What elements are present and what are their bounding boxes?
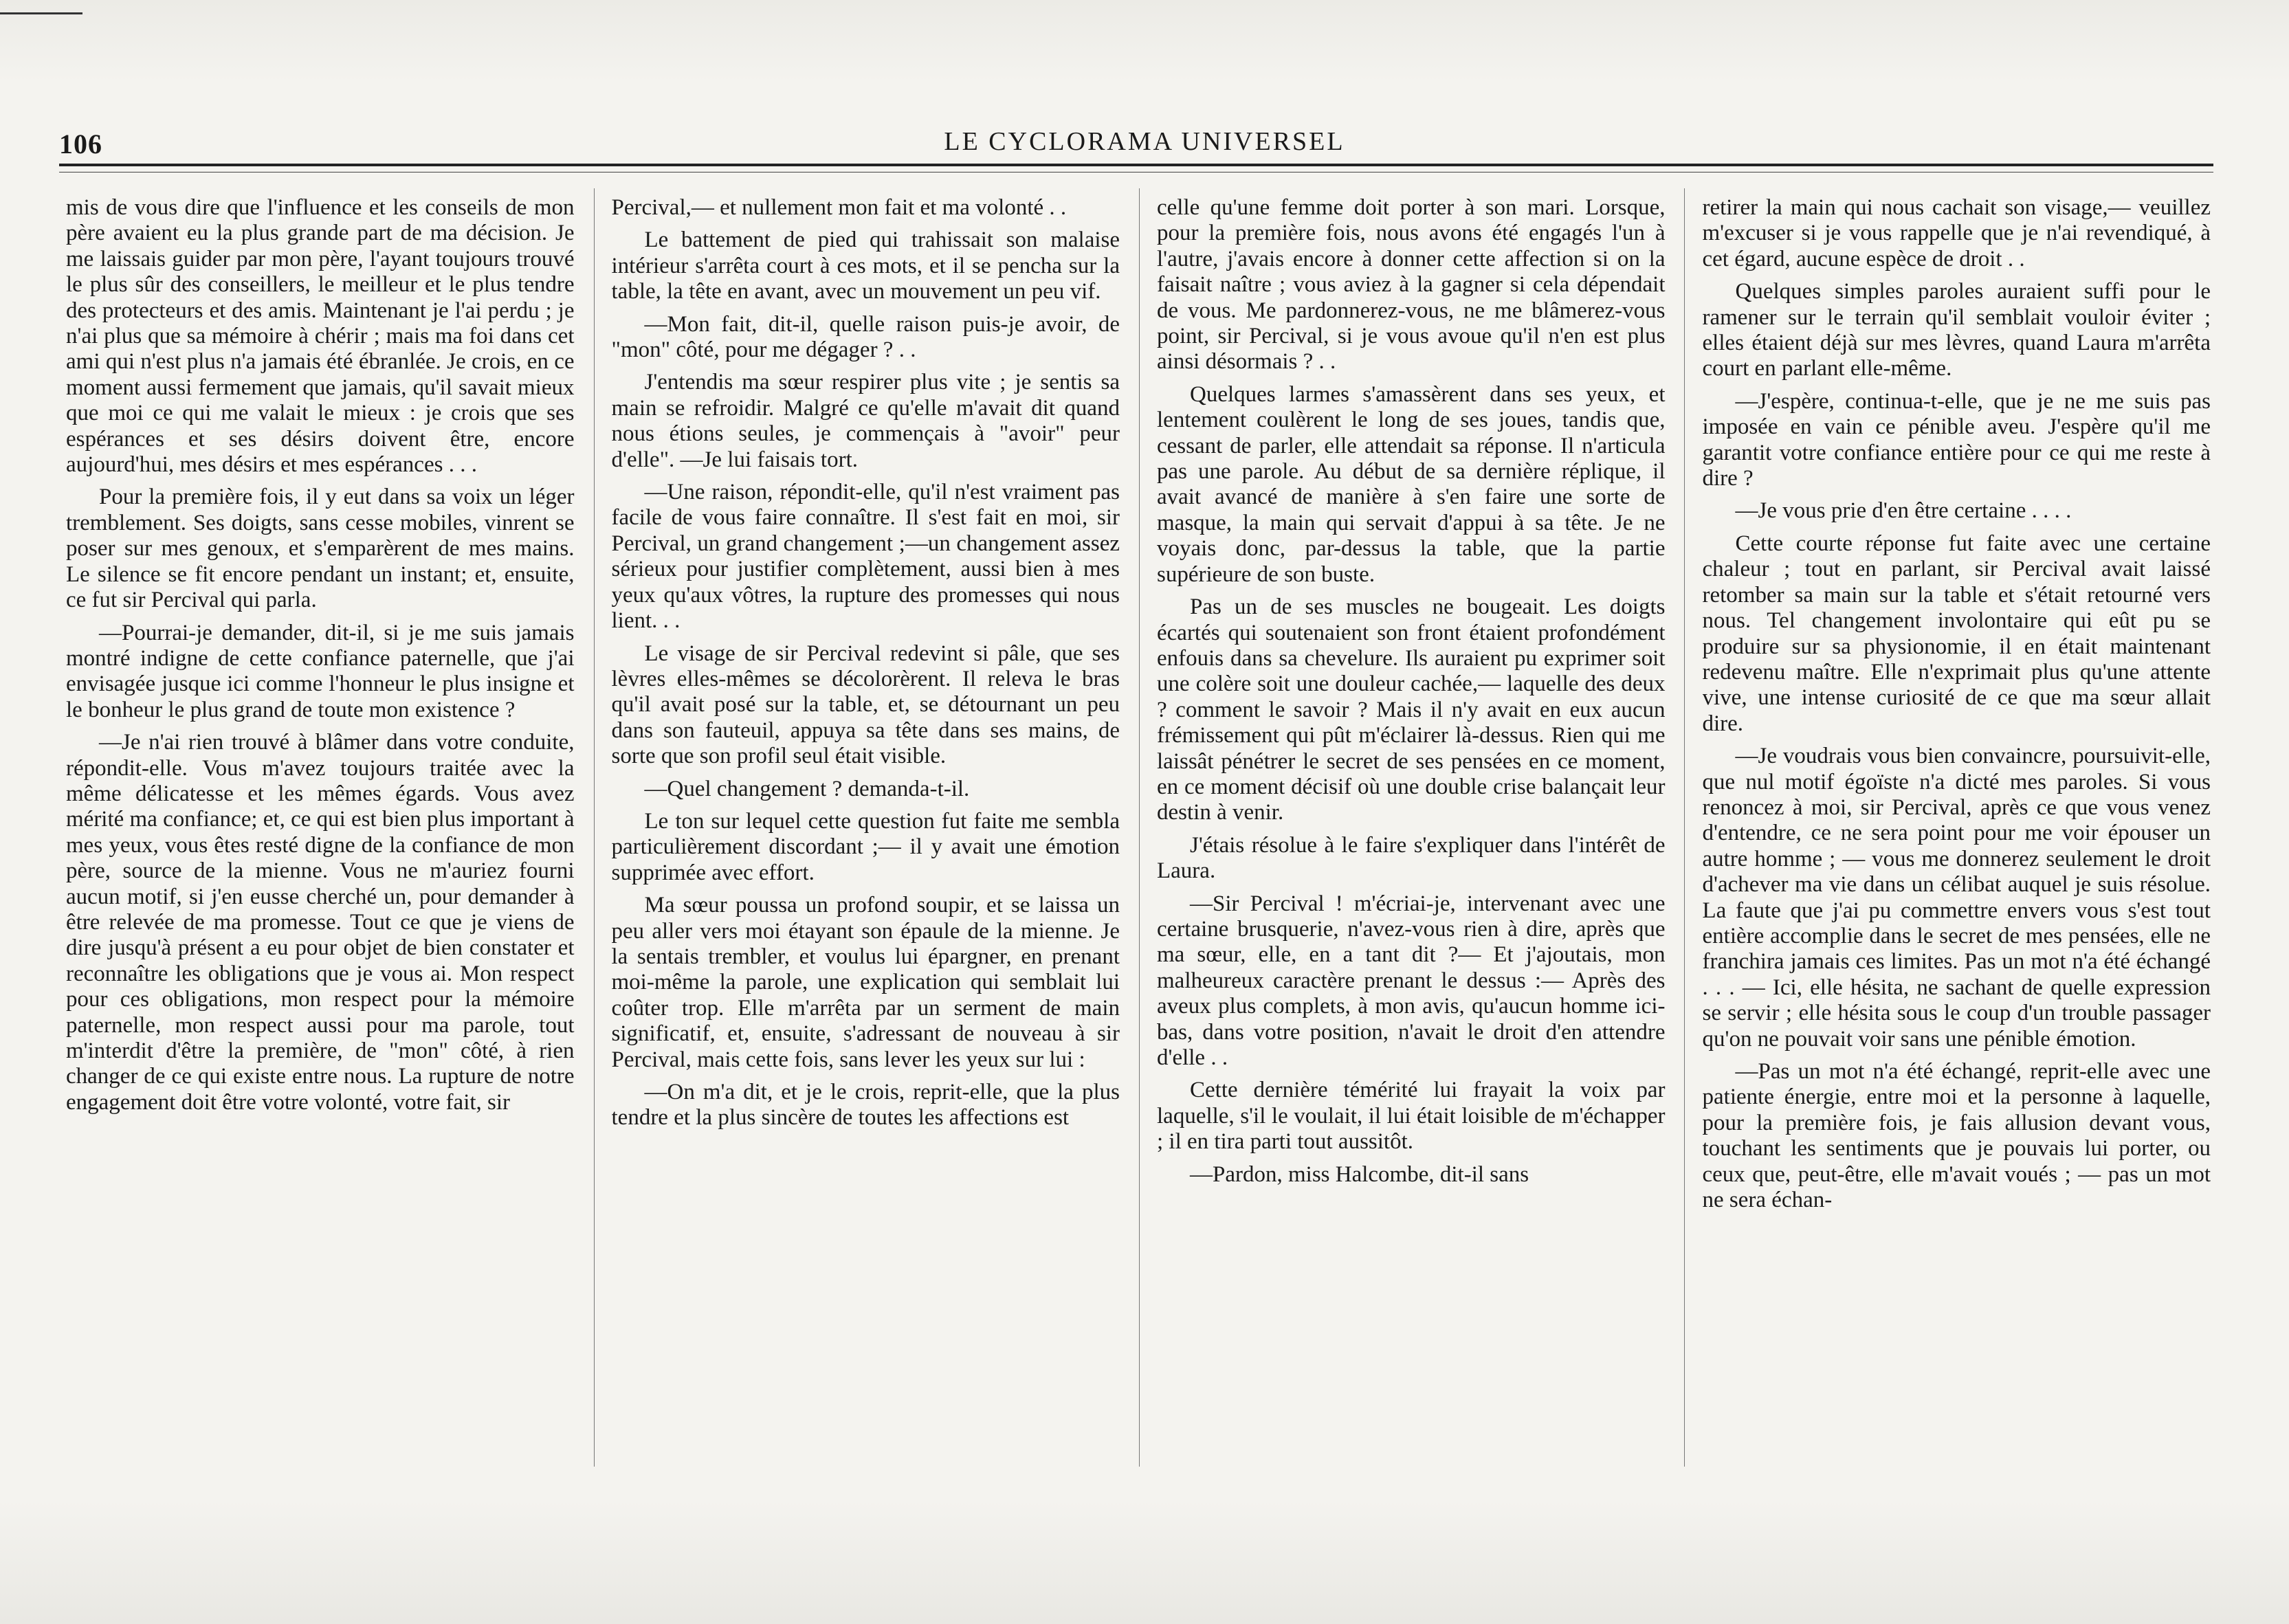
top-margin-tone xyxy=(0,0,2289,82)
corner-mark xyxy=(0,12,82,14)
paragraph: —Pardon, miss Halcombe, dit-il sans xyxy=(1190,1161,1529,1187)
paragraph: —Quel changement ? demanda-t-il. xyxy=(644,776,970,801)
column-3 xyxy=(1157,195,1666,1467)
paragraph: —Une raison, répondit-elle, qu'il n'est vraiment pas facile de vous faire connaître. Il s'est fait en moi, sir Percival, un grand changement ;—un changement assez sérieux pour justifier complètement, aussi bien à mes yeux qu'aux vôtres, la rupture des promesses qui nous lient. . . xyxy=(611,480,1120,634)
paragraph: Pour la première fois, il y eut dans sa voix un léger tremblement. Ses doigts, sans cesse mobiles, vinrent se poser sur mes genoux, et s'emparèrent de mes mains. Le silence se fit encore pendant un instant; et, ensuite, ce fut sir Percival qui parla. xyxy=(66,485,575,613)
paragraph: celle qu'une femme doit porter à son mari. Lorsque, pour la première fois, nous avons été engagés l'un à l'autre, j'avais encore à donner cette affection si on la faisait naître ; vous aviez à la gagner si cela dépendait de vous. Me pardonnerez-vous, ne me blâmerez-vous point, sir Percival, si je vous avoue qu'il n'en est plus ainsi désormais ? . . xyxy=(1157,195,1666,375)
header-rule-thin xyxy=(59,172,2213,173)
paragraph: Quelques simples paroles auraient suffi pour le ramener sur le terrain qu'il semblait vouloir éviter ; elles étaient déjà sur mes lèvres, quand Laura m'arrêta court en parlant elle-même. xyxy=(1702,279,2211,381)
paragraph: Le visage de sir Percival redevint si pâle, que ses lèvres elles-mêmes se décolorèrent. Il releva le bras qu'il avait posé sur la table, et, se détournant un peu dans son fauteuil, appuya sa tête dans ses mains, de sorte que son profil seul était visible. xyxy=(611,641,1120,769)
paragraph: mis de vous dire que l'influence et les conseils de mon père avaient eu la plus grande part de ma décision. Je me laissais guider par mon père, l'ayant toujours trouvé le plus sûr des conseillers, le meilleur et le plus tendre des protecteurs et des amis. Maintenant je l'ai perdu ; je n'ai plus que sa mémoire à chérir ; mais ma foi dans cet ami qui n'est plus n'a jamais été ébranlée. Je crois, en ce moment aussi fermement que jamais, qu'il savait mieux que moi ce qui me valait le mieux : je crois que ses espérances et ses désirs doivent être, encore aujourd'hui, mes désirs et mes espérances . . . xyxy=(66,195,575,478)
column-4 xyxy=(1703,195,2211,1467)
paragraph: Le ton sur lequel cette question fut faite me sembla particulièrement discordant ;— il y avait une émotion supprimée avec effort. xyxy=(611,808,1120,885)
paragraph: Le battement de pied qui trahissait son malaise intérieur s'arrêta court à ces mots, et il se pencha sur la table, la tête en avant, avec un mouvement un peu vif. xyxy=(611,227,1120,304)
paragraph: Cette courte réponse fut faite avec une certaine chaleur ; tout en parlant, sir Percival avait laissé retomber sa main sur la table et s'était retourné vers nous. Tel changement involontaire qui eût pu se produire sur sa physionomie, il en était maintenant redevenu maître. Elle n'exprimait plus qu'une attente vive, une intense curiosité de ce que ma sœur allait dire. xyxy=(1702,531,2211,736)
paragraph: Quelques larmes s'amassèrent dans ses yeux, et lentement coulèrent le long de ses joues, tandis que, cessant de parler, elle attendait sa réponse. Il n'articula pas une parole. Au début de sa dernière réplique, il avait avancé de manière à s'en faire une sorte de masque, la main qui servait d'appui à sa tête. Je ne voyais donc, par-dessus la table, que la partie supérieure de son buste. xyxy=(1157,381,1666,587)
paragraph: Pas un de ses muscles ne bougeait. Les doigts écartés qui soutenaient son front étaient profondément enfouis dans sa chevelure. Ils auraient pu exprimer soit une colère soit une douleur cachée,— laquelle des deux ? comment le savoir ? Mais il n'y avait en eux aucun frémissement qui pût m'éclairer là-dessus. Rien qui me laissât pénétrer le secret de ses pensées en ce moment, en ce moment décisif où une double crise balançait leur destin à venir. xyxy=(1157,594,1666,825)
paragraph: —On m'a dit, et je le crois, reprit-elle, que la plus tendre et la plus sincère de toutes les affections est xyxy=(611,1080,1120,1131)
paragraph: —Je vous prie d'en être certaine . . . . xyxy=(1735,498,2072,524)
paragraph: retirer la main qui nous cachait son visage,— veuillez m'excuser si je vous rappelle que je n'ai revendiqué, à cet égard, aucune espèce de droit . . xyxy=(1702,195,2211,271)
paragraph: —Pourrai-je demander, dit-il, si je me suis jamais montré indigne de cette confiance paternelle, que j'ai envisagée jusque ici comme l'honneur le plus insigne et le bonheur le plus grand de toute mon existence ? xyxy=(66,620,575,722)
paragraph: —Je n'ai rien trouvé à blâmer dans votre conduite, répondit-elle. Vous m'avez toujours traitée avec la même délicatesse et les mêmes égards. Vous avez mérité ma confiance; et, ce qui est bien plus important à mes yeux, vous êtes resté digne de la confiance de mon père, source de la mienne. Vous ne m'auriez fourni aucun motif, si j'en eusse cherché un, pour demander à être relevée de ma promesse. Tout ce que je viens de dire jusqu'à présent a eu pour objet de bien constater et reconnaître les obligations que je vous ai. Mon respect pour ces obligations, mon respect pour la mémoire paternelle, mon respect aussi pour ma parole, tout m'interdit d'être la première, de "mon" côté, à rien changer de ce qui existe entre nous. La rupture de notre engagement doit être votre volonté, votre fait, sir xyxy=(66,730,575,1115)
paragraph: J'étais résolue à le faire s'expliquer dans l'intérêt de Laura. xyxy=(1157,832,1666,884)
bottom-margin-tone xyxy=(0,1500,2289,1624)
paragraph: —Pas un mot n'a été échangé, reprit-elle avec une patiente énergie, entre moi et la personne à laquelle, pour la première fois, je fais allusion devant vous, touchant les sentiments que je pouvais lui porter, ou ceux que, peut-être, elle m'avait voués ; — pas un mot ne sera échan- xyxy=(1702,1059,2211,1213)
running-title: LE CYCLORAMA UNIVERSEL xyxy=(944,127,1345,156)
paragraph: J'entendis ma sœur respirer plus vite ; je sentis sa main se refroidir. Malgré ce qu'elle m'avait dit quand nous étions seules, je commençais à "avoir" peur d'elle". —Je lui faisais tort. xyxy=(611,370,1120,472)
header-rule-thick xyxy=(59,164,2213,166)
paragraph: —J'espère, continua-t-elle, que je ne me suis pas imposée en vain ce pénible aveu. J'espère qu'il me garantit votre confiance entière pour ce qui me reste à dire ? xyxy=(1702,388,2211,491)
paragraph: —Je voudrais vous bien convaincre, poursuivit-elle, que nul motif égoïste n'a dicté mes paroles. Si vous renoncez à moi, sir Percival, après ce que vous venez d'entendre, ce ne sera point pour me voir épouser un autre homme ; — vous me donnerez seulement le droit d'achever ma vie dans un célibat auquel je suis résolue. La faute que j'ai pu commettre envers vous s'est tout entière accomplie dans le secret de mes pensées, elle ne franchira jamais ces limites. Pas un mot n'a été échangé . . . — Ici, elle hésita, ne sachant de quelle expression se servir ; elle hésita sous le coup d'un trouble passager qu'on ne pouvait voir sans une pénible émotion. xyxy=(1702,744,2211,1052)
paragraph: Percival,— et nullement mon fait et ma volonté . . xyxy=(611,195,1067,220)
paragraph: Cette dernière témérité lui frayait la voix par laquelle, s'il le voulait, il lui était loisible de m'échapper ; il en tira parti tout aussitôt. xyxy=(1157,1078,1666,1155)
paragraph: —Sir Percival ! m'écriai-je, intervenant avec une certaine brusquerie, n'avez-vous rien à dire, après que ma sœur, elle, en a tant dit ?— Et j'ajoutais, mon malheureux caractère prenant le dessus :— Après des aveux plus complets, à mon avis, qu'aucun homme ici-bas, dans votre position, n'avait le droit d'en attendre d'elle . . xyxy=(1157,891,1666,1070)
column-2 xyxy=(612,195,1120,1467)
paragraph: Ma sœur poussa un profond soupir, et se laissa un peu aller vers moi étayant son épaule de la mienne. Je la sentais trembler, et voulus lui épargner, en prenant moi-même la parole, une explication qui semblait lui coûter trop. Elle m'arrêta par un serment de main significatif, et, ensuite, s'adressant de nouveau à sir Percival, mais cette fois, sans lever les yeux sur lui : xyxy=(611,893,1120,1072)
page-number: 106 xyxy=(59,129,102,159)
column-1 xyxy=(66,195,575,1467)
paragraph: —Mon fait, dit-il, quelle raison puis-je avoir, de "mon" côté, pour me dégager ? . . xyxy=(611,311,1120,363)
text-columns xyxy=(66,195,2211,1467)
